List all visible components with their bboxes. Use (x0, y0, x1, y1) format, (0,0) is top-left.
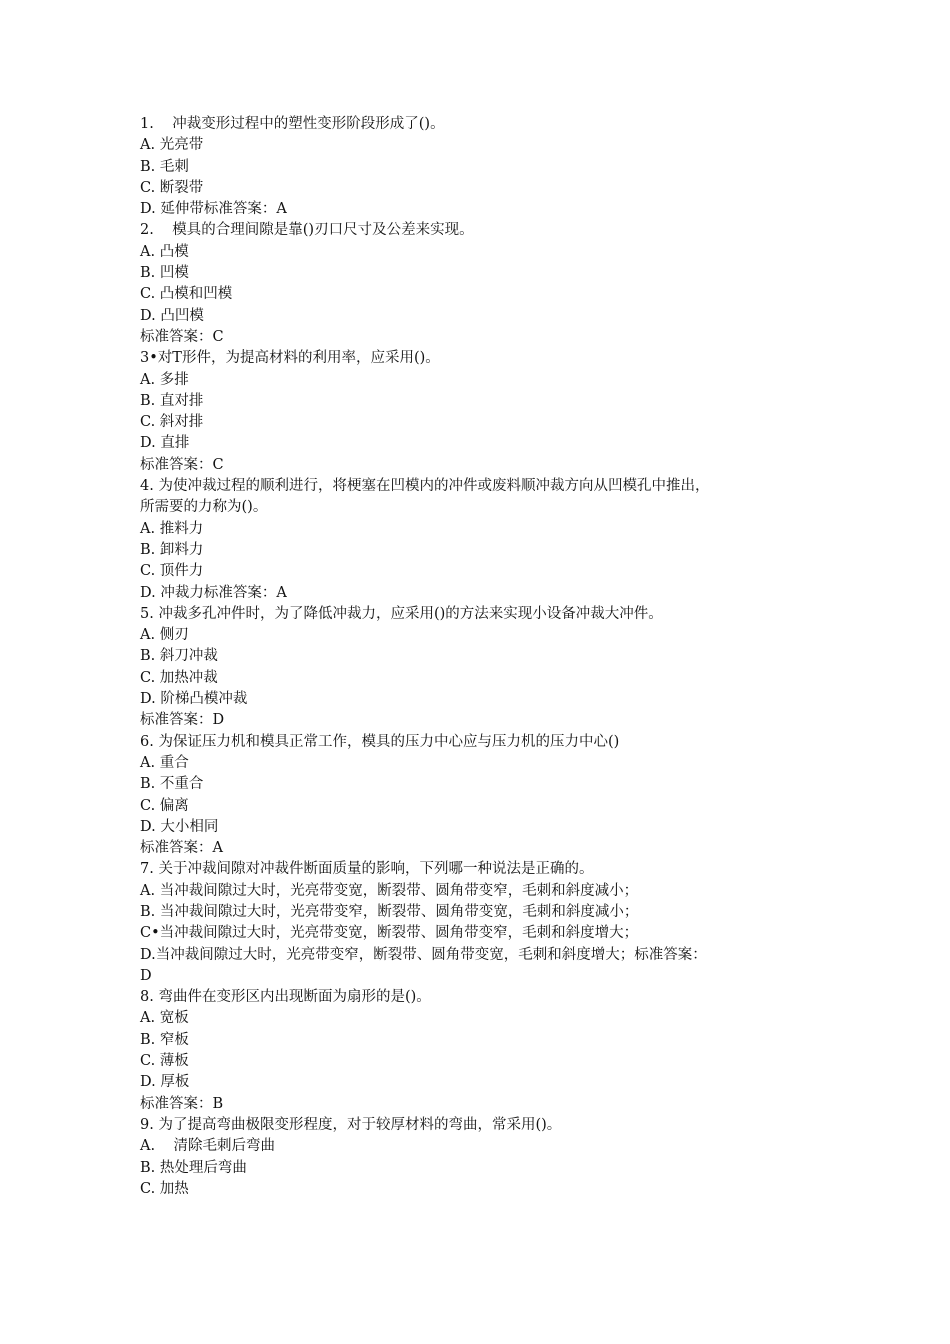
q5-option-b: B. 斜刀冲裁 (140, 648, 218, 665)
q5-stem: 5. 冲裁多孔冲件时，为了降低冲裁力，应采用()的方法来实现小设备冲裁大冲件。 (140, 605, 663, 622)
q3-stem: 3•对T形件，为提高材料的利用率，应采用()。 (140, 350, 440, 367)
q4-option-b: B. 卸料力 (140, 541, 204, 558)
q8-option-c: C. 薄板 (140, 1053, 189, 1070)
q8-option-d: D. 厚板 (140, 1074, 190, 1091)
q4-option-d-answer: D. 冲裁力标准答案：A (140, 584, 287, 601)
q7-stem: 7. 关于冲裁间隙对冲裁件断面质量的影响，下列哪一种说法是正确的。 (140, 861, 594, 878)
q4-option-a: A. 推料力 (140, 520, 204, 537)
q1-option-b: B. 毛刺 (140, 158, 189, 175)
q3-option-c: C. 斜对排 (140, 414, 204, 431)
q7-option-c: C•当冲裁间隙过大时，光亮带变宽，断裂带、圆角带变窄，毛刺和斜度增大； (140, 925, 639, 942)
q5-option-a: A. 侧刃 (140, 627, 189, 644)
q2-stem: 2. 模具的合理间隙是靠()刃口尺寸及公差来实现。 (140, 222, 474, 239)
q7-option-a: A. 当冲裁间隙过大时，光亮带变宽，断裂带、圆角带变窄，毛刺和斜度减小； (140, 882, 639, 899)
q6-option-a: A. 重合 (140, 754, 189, 771)
q3-option-b: B. 直对排 (140, 392, 204, 409)
q2-option-d: D. 凸凹模 (140, 307, 204, 324)
q2-answer: 标准答案：C (140, 328, 224, 345)
q9-option-a: A. 清除毛刺后弯曲 (140, 1138, 276, 1155)
q9-option-b: B. 热处理后弯曲 (140, 1159, 247, 1176)
q5-answer: 标准答案：D (140, 712, 225, 729)
q6-option-d: D. 大小相同 (140, 818, 219, 835)
q6-option-b: B. 不重合 (140, 776, 204, 793)
q4-stem-continued: 所需要的力称为()。 (140, 499, 268, 516)
q1-stem: 1. 冲裁变形过程中的塑性变形阶段形成了()。 (140, 116, 445, 132)
q8-option-b: B. 窄板 (140, 1031, 189, 1048)
q3-answer: 标准答案：C (140, 456, 224, 473)
q8-stem: 8. 弯曲件在变形区内出现断面为扇形的是()。 (140, 989, 431, 1006)
q3-option-a: A. 多排 (140, 371, 189, 388)
q2-option-c: C. 凸模和凹模 (140, 286, 233, 303)
q4-option-c: C. 顶件力 (140, 563, 204, 580)
q8-option-a: A. 宽板 (140, 1010, 189, 1027)
q1-option-c: C. 断裂带 (140, 179, 204, 196)
q9-stem: 9. 为了提高弯曲极限变形程度，对于较厚材料的弯曲，常采用()。 (140, 1116, 562, 1133)
q6-option-c: C. 偏离 (140, 797, 189, 814)
q7-answer-value: D (140, 967, 152, 984)
q5-option-d: D. 阶梯凸模冲裁 (140, 691, 248, 708)
q5-option-c: C. 加热冲裁 (140, 669, 218, 686)
q7-option-d-answer: D.当冲裁间隙过大时，光亮带变窄，断裂带、圆角带变宽，毛刺和斜度增大；标准答案： (140, 946, 707, 963)
q4-stem: 4. 为使冲裁过程的顺利进行，将梗塞在凹模内的冲件或废料顺冲裁方向从凹模孔中推出， (140, 478, 710, 495)
q7-option-b: B. 当冲裁间隙过大时，光亮带变窄，断裂带、圆角带变宽，毛刺和斜度减小； (140, 903, 639, 920)
document-text (140, 114, 810, 1200)
q2-option-b: B. 凹模 (140, 265, 189, 282)
q3-option-d: D. 直排 (140, 435, 190, 452)
q1-option-d-answer: D. 延伸带标准答案：A (140, 201, 287, 218)
q8-answer: 标准答案：B (140, 1095, 224, 1112)
q6-stem: 6. 为保证压力机和模具正常工作，模具的压力中心应与压力机的压力中心() (140, 733, 620, 750)
q9-option-c: C. 加热 (140, 1180, 189, 1197)
q2-option-a: A. 凸模 (140, 243, 189, 260)
q1-option-a: A. 光亮带 (140, 137, 204, 154)
q6-answer: 标准答案：A (140, 840, 223, 857)
